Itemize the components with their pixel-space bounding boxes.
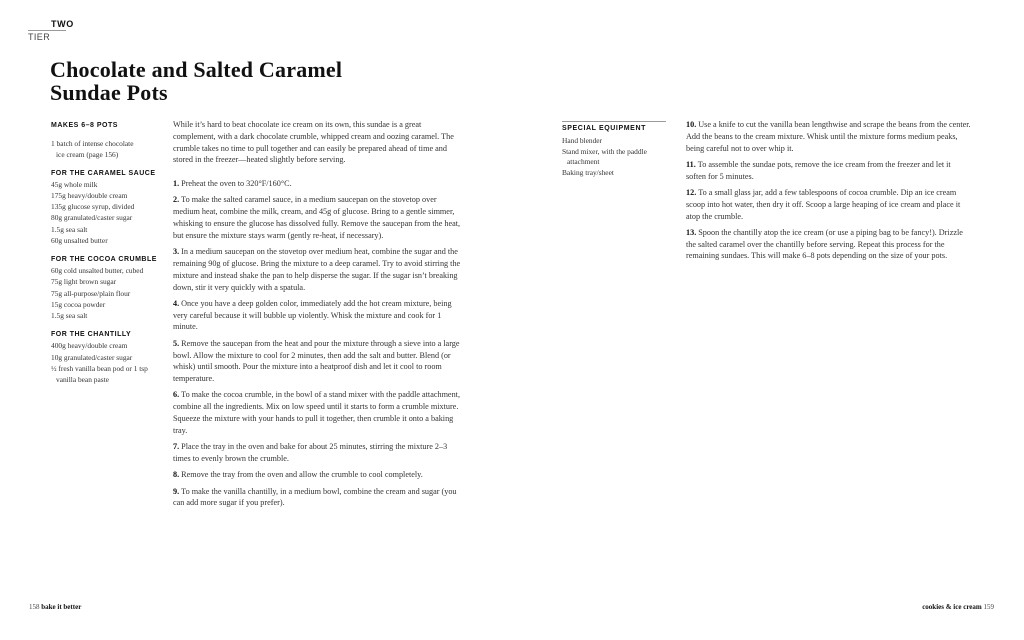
ingredient-item: 1.5g sea salt	[51, 224, 88, 234]
recipe-intro: While it’s hard to beat chocolate ice cream on its own, this sundae is a great complement, with a dark chocolate crumble, whipped cream and oozing caramel. The crumble takes no time to pull together and can easily be prepared ahead of time and stored in the freezer—heated slightly before serving.	[173, 120, 454, 165]
equipment-item: Hand blender	[562, 135, 603, 145]
method-step	[173, 338, 461, 385]
ingredient-item: 45g whole milk	[51, 179, 98, 189]
ingredient-section-caramel	[51, 168, 163, 246]
step-text: Spoon the chantilly atop the ice cream (or use a piping bag to be fancy!). Drizzle the salted caramel over the chantilly before serving. Repeat this process for the remaining sundaes. This will make 6–8 pots depending on the size of your pots.	[686, 227, 963, 261]
page-number-right: 159	[983, 603, 994, 611]
step-text: To make the cocoa crumble, in the bowl of a stand mixer with the paddle attachment, combine all the ingredients. Mix on low speed until it starts to form a crumble mixture. Squeeze the mixture with your hands to pull it together, then crumble it onto a baking tray.	[173, 390, 460, 435]
recipe-title-line-2: Sundae Pots	[50, 80, 168, 105]
recipe-title-line-1: Chocolate and Salted Caramel	[50, 57, 343, 82]
step-text: To a small glass jar, add a few tablespoons of cocoa crumble. Dip an ice cream scoop into hot water, then dry it off. Scoop a large heaping of ice cream and place it atop the crumble.	[686, 187, 961, 221]
method-step	[173, 441, 461, 465]
ingredient-item: 60g cold unsalted butter, cubed	[51, 266, 144, 276]
method-column-right	[686, 119, 972, 267]
step-text: Place the tray in the oven and bake for about 25 minutes, stirring the mixture 2–3 times to evenly brown the crumble.	[173, 442, 448, 463]
step-text: To make the salted caramel sauce, in a medium saucepan on the stovetop over medium heat, combine the milk, cream, and 45g of glucose. Bring to a gentle simmer, whisking to ensure the glucose has dissolved fully. Remove the saucepan from the heat, but ensure the mixture stays warm (gently re-heat, if necessary).	[173, 195, 461, 240]
step-number: 6.	[173, 390, 180, 400]
method-step	[173, 486, 461, 510]
step-number: 4.	[173, 298, 180, 308]
serving-line: ice cream (page 156)	[56, 150, 119, 160]
page-number-left: 158	[29, 603, 40, 611]
equipment-item: Baking tray/sheet	[562, 168, 614, 178]
step-text: Remove the saucepan from the heat and pour the mixture through a sieve into a large bowl. Allow the mixture to cool for 2 minutes, then add the salt and butter. Blend (or whisk) until smooth. Pour the mixture into a heatproof dish and let it cool to room temperature.	[173, 338, 460, 384]
step-text: Once you have a deep golden color, immediately add the hot cream mixture, being very careful because it will bubble up violently. Whisk the mixture and cook for 1 minute.	[173, 298, 452, 332]
step-number: 8.	[173, 470, 180, 480]
step-text: To make the vanilla chantilly, in a medium bowl, combine the cream and sugar (you can add more sugar if you prefer).	[173, 486, 457, 508]
ingredient-item: ½ fresh vanilla bean pod or 1 tsp vanilla bean paste	[51, 363, 148, 385]
equipment-divider	[562, 121, 666, 122]
ingredient-item: 60g unsalted butter	[51, 235, 108, 245]
step-number: 13.	[686, 227, 697, 237]
method-step	[173, 178, 461, 190]
step-number: 2.	[173, 195, 180, 205]
footer-right	[922, 603, 994, 611]
yield-label: MAKES 6–8 POTS	[51, 122, 118, 129]
method-column-left	[173, 119, 461, 514]
method-step	[173, 469, 461, 481]
method-step	[686, 119, 972, 154]
section-heading: FOR THE COCOA CRUMBLE	[51, 256, 157, 264]
step-number: 7.	[173, 442, 180, 452]
equipment-item: Stand mixer, with the paddle attachment	[562, 146, 647, 167]
ingredient-item: 75g all-purpose/plain flour	[51, 288, 131, 298]
step-text: Use a knife to cut the vanilla bean lengthwise and scrape the beans from the center. Add the beans to the cream mixture. Whisk until the mixture forms medium peaks, being careful not to over whip it.	[686, 120, 971, 153]
tier-label: TIER	[28, 32, 51, 42]
ingredients-list	[51, 120, 163, 385]
method-step	[173, 389, 461, 436]
ingredient-section-crumble	[51, 254, 163, 321]
step-number: 5.	[173, 338, 180, 348]
method-step	[173, 298, 461, 333]
method-step	[686, 159, 972, 183]
footer-left	[29, 603, 81, 611]
step-text: Remove the tray from the oven and allow the crumble to cool completely.	[181, 470, 423, 480]
step-number: 9.	[173, 486, 180, 496]
step-number: 10.	[686, 120, 697, 129]
ingredient-item: 135g glucose syrup, divided	[51, 202, 135, 212]
ingredient-section-chantilly	[51, 329, 163, 385]
ingredient-item: 400g heavy/double cream	[51, 341, 128, 351]
special-equipment	[562, 121, 666, 179]
section-heading: FOR THE CARAMEL SAUCE	[51, 169, 156, 177]
step-number: 1.	[173, 179, 180, 189]
ingredient-item: 175g heavy/double cream	[51, 191, 128, 201]
recipe-title	[50, 58, 342, 104]
ingredient-item: 80g granulated/caster sugar	[51, 213, 133, 223]
section-heading: FOR THE CHANTILLY	[51, 331, 132, 339]
tier-divider	[28, 30, 66, 31]
ingredient-item: 75g light brown sugar	[51, 277, 117, 287]
step-text: In a medium saucepan on the stovetop over medium heat, combine the sugar and the remaining 90g of glucose. Bring the mixture to a deep caramel. Try to avoid stirring the mixture and instead shake the pan to help disperse the sugar. If the sugar isn’t breaking down, stir it very quickly with a spatula.	[173, 247, 461, 292]
method-step	[686, 227, 972, 262]
step-number: 3.	[173, 247, 180, 257]
equipment-heading: SPECIAL EQUIPMENT	[562, 125, 646, 132]
serving-line: 1 batch of intense chocolate	[51, 139, 134, 149]
ingredient-item: 15g cocoa powder	[51, 299, 106, 309]
ingredient-item: 1.5g sea salt	[51, 311, 88, 321]
method-step	[173, 194, 461, 241]
step-text: Preheat the oven to 320°F/160°C.	[181, 179, 292, 189]
step-text: To assemble the sundae pots, remove the ice cream from the freezer and let it soften for 5 minutes.	[686, 159, 951, 181]
step-number: 11.	[686, 159, 696, 169]
serving-base	[51, 138, 163, 160]
method-step	[686, 187, 972, 222]
book-title: bake it better	[41, 603, 82, 611]
chapter-title: cookies & ice cream	[922, 603, 982, 611]
ingredient-item: 10g granulated/caster sugar	[51, 352, 133, 362]
step-number: 12.	[686, 187, 697, 197]
tier-number: TWO	[51, 19, 74, 29]
method-step	[173, 246, 461, 293]
